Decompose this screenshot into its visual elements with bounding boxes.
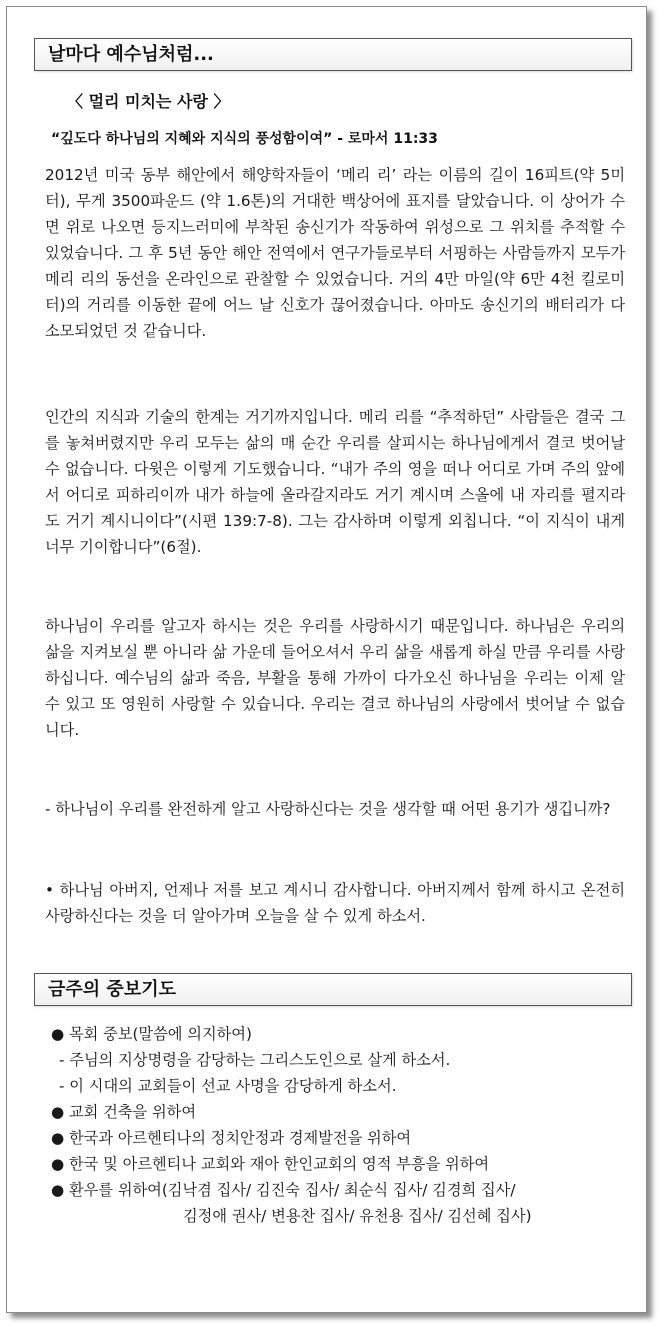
- list-item-text: 목회 중보(말씀에 의지하여): [69, 1025, 252, 1043]
- intercession-header: 금주의 중보기도: [34, 973, 632, 1006]
- devotion-paragraph-1: 2012년 미국 동부 해안에서 해양학자들이 ‘메리 리’ 라는 이름의 길이 16피트(약 5미터), 무게 3500파운드 (약 1.6톤)의 거대한 백상어에 표지를 달았습니다. 이 상어가 수면 위로 나오면 등지느러미에 부착된 송신기가 작동하여 위성으로 그 위치를 추적할 수 있었습니다. 그 후 5년 동안 해안 전역에서 연구가들로부터 서핑하는 사람들까지 모두가 메리 리의 동선을 온라인으로 관찰할 수 있었습니다. 거의 4만 마일(약 6만 4천 킬로미터)의 거리를 이동한 끝에 어느 날 신호가 끊어졌습니다. 아마도 송신기의 배터리가 다 소모되었던 것 같습니다.: [45, 166, 625, 340]
- list-item: [51, 1021, 631, 1047]
- list-item-text: 환우를 위하여(김낙겸 집사/ 김진숙 집사/ 최순식 집사/ 김경희 집사/: [69, 1181, 516, 1199]
- list-item-text: 한국과 아르헨티나의 정치안정과 경제발전을 위하여: [69, 1129, 412, 1147]
- devotion-header: 날마다 예수님처럼...: [34, 38, 632, 71]
- list-item-continuation: 김정애 권사/ 변용찬 집사/ 유천용 집사/ 김선혜 집사): [183, 1207, 532, 1225]
- list-subitem: - 이 시대의 교회들이 선교 사명을 감당하게 하소서.: [59, 1077, 397, 1095]
- bullet-icon: ●: [51, 1155, 65, 1173]
- devotion-paragraph-2: 인간의 지식과 기술의 한계는 거기까지입니다. 메리 리를 “추적하던” 사람들은 결국 그를 놓쳐버렸지만 우리 모두는 삶의 매 순간 우리를 살피시는 하나님에게서 결코 벗어날 수 없습니다. 다윗은 이렇게 기도했습니다. “내가 주의 영을 떠나 어디로 가며 주의 앞에서 어디로 피하리이까 내가 하늘에 올라갈지라도 거기 계시며 스올에 내 자리를 펼지라도 거기 계시니이다”(시편 139:7-8). 그는 감사하며 이렇게 외칩니다. “이 지식이 내게 너무 기이합니다”(6절).: [45, 408, 625, 556]
- bullet-icon: ●: [51, 1181, 65, 1199]
- list-subitem: - 주님의 지상명령을 감당하는 그리스도인으로 살게 하소서.: [59, 1051, 451, 1069]
- intercession-list: [51, 1021, 631, 1229]
- list-item-text: 교회 건축을 위하여: [69, 1103, 197, 1121]
- list-item: [51, 1125, 631, 1151]
- closing-prayer: • 하나님 아버지, 언제나 저를 보고 계시니 감사합니다. 아버지께서 함께 하시고 온전히 사랑하신다는 것을 더 알아가며 오늘을 살 수 있게 하소서.: [45, 881, 625, 925]
- devotion-paragraph-3: 하나님이 우리를 알고자 하시는 것은 우리를 사랑하시기 때문입니다. 하나님은 우리의 삶을 지켜보실 뿐 아니라 삶 가운데 들어오셔서 우리 삶을 새롭게 하실 만큼 우리를 사랑하십니다. 예수님의 삶과 죽음, 부활을 통해 가까이 다가오신 하나님을 우리는 이제 알 수 있고 또 영원히 사랑할 수 있습니다. 우리는 결코 하나님의 사랑에서 벗어날 수 없습니다.: [45, 617, 625, 739]
- list-item: [51, 1177, 631, 1203]
- bullet-icon: ●: [51, 1103, 65, 1121]
- scripture-verse: “깊도다 하나님의 지혜와 지식의 풍성함이여” - 로마서 11:33: [51, 131, 438, 147]
- devotion-subtitle: 〈 멀리 미치는 사랑 〉: [67, 92, 230, 111]
- list-item: [51, 1151, 631, 1177]
- bulletin-page: [6, 6, 647, 1313]
- reflection-question: - 하나님이 우리를 완전하게 알고 사랑하신다는 것을 생각할 때 어떤 용기가 생깁니까?: [45, 800, 611, 818]
- list-item: [51, 1099, 631, 1125]
- bullet-icon: ●: [51, 1025, 65, 1043]
- bullet-icon: ●: [51, 1129, 65, 1147]
- list-item-text: 한국 및 아르헨티나 교회와 재아 한인교회의 영적 부흥을 위하여: [69, 1155, 490, 1173]
